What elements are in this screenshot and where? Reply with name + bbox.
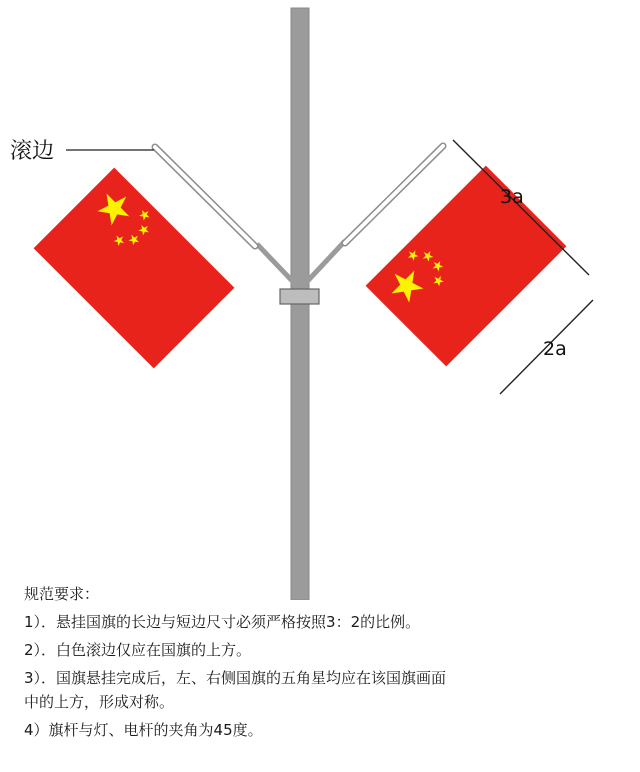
pole-clamp	[280, 289, 319, 304]
note-item-3-line-1: 3）．国旗悬挂完成后，左、右侧国旗的五角星均应在该国旗画面	[24, 669, 447, 687]
note-item-4: 4）旗杆与灯、电杆的夹角为45度。	[24, 721, 263, 739]
notes-heading: 规范要求：	[24, 585, 100, 603]
note-item-3-line-2: 中的上方，形成对称。	[24, 693, 175, 711]
short-side-label: 2a	[543, 338, 567, 360]
note-item-1: 1）．悬挂国旗的长边与短边尺寸必须严格按照3：2的比例。	[24, 613, 421, 631]
long-side-label: 3a	[500, 186, 524, 208]
rolled-edge-label: 滚边	[10, 139, 55, 164]
note-item-2: 2）．白色滚边仅应在国旗的上方。	[24, 641, 252, 659]
requirements-notes	[24, 584, 624, 748]
